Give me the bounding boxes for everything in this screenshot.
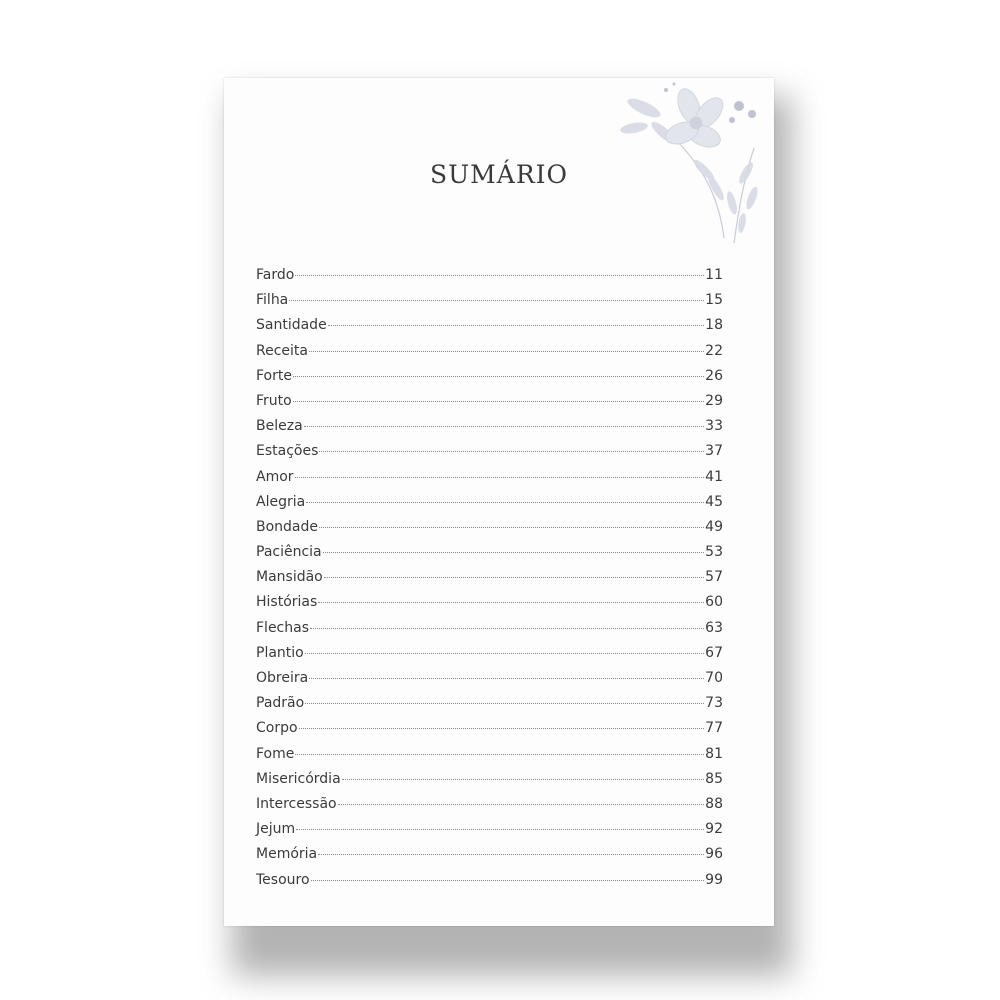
dot-leader	[323, 552, 705, 553]
toc-entry-page-number: 92	[705, 821, 723, 838]
toc-entry-page-number: 60	[705, 594, 723, 611]
toc-entry-label: Beleza	[256, 418, 303, 435]
dot-leader	[305, 703, 704, 704]
toc-entry-label: Estações	[256, 443, 319, 460]
toc-entry-label: Fome	[256, 745, 295, 762]
dot-leader	[293, 376, 704, 377]
toc-entry-label: Tesouro	[256, 871, 310, 888]
toc-entry-page-number: 70	[705, 670, 723, 686]
dot-leader	[309, 351, 704, 352]
toc-entry-label: Jejum	[256, 821, 296, 838]
toc-entry	[256, 594, 723, 619]
toc-entry	[256, 393, 723, 418]
toc-entry-label: Mansidão	[256, 569, 323, 586]
dot-leader	[299, 728, 705, 729]
toc-entry	[256, 343, 723, 368]
toc-entry	[256, 519, 723, 544]
dot-leader	[310, 628, 704, 629]
toc-entry-label: Fardo	[256, 267, 295, 283]
toc-entry-label: Fruto	[256, 392, 292, 409]
toc-entry-page-number: 26	[705, 367, 723, 384]
toc-entry-label: Corpo	[256, 720, 298, 737]
toc-entry	[256, 292, 723, 317]
book-page	[224, 78, 774, 926]
toc-entry	[256, 720, 723, 745]
toc-entry-page-number: 96	[705, 846, 723, 863]
toc-entry-label: Misericórdia	[256, 770, 341, 787]
toc-entry	[256, 267, 723, 292]
toc-entry-page-number: 81	[705, 745, 723, 762]
dot-leader	[338, 804, 705, 805]
toc-entry-page-number: 37	[705, 443, 723, 460]
toc-entry	[256, 796, 723, 821]
table-of-contents	[256, 267, 723, 897]
toc-entry-label: Plantio	[256, 644, 304, 661]
toc-entry-label: Santidade	[256, 317, 327, 334]
toc-entry	[256, 645, 723, 670]
dot-leader	[295, 477, 705, 478]
toc-entry-label: Amor	[256, 468, 294, 485]
toc-entry-page-number: 29	[705, 392, 723, 409]
dot-leader	[295, 275, 704, 276]
dot-leader	[309, 678, 704, 679]
dot-leader	[318, 602, 704, 603]
dot-leader	[324, 577, 704, 578]
toc-entry	[256, 368, 723, 393]
toc-entry-label: Bondade	[256, 518, 319, 535]
dot-leader	[311, 880, 705, 881]
toc-entry-page-number: 77	[705, 720, 723, 737]
toc-entry-page-number: 63	[705, 619, 723, 636]
toc-entry-page-number: 99	[705, 871, 723, 888]
toc-entry-label: Intercessão	[256, 795, 337, 812]
dot-leader	[289, 300, 704, 301]
dot-leader	[318, 854, 704, 855]
toc-entry-page-number: 15	[705, 292, 723, 309]
dot-leader	[295, 754, 704, 755]
dot-leader	[305, 653, 704, 654]
toc-entry-label: Flechas	[256, 619, 309, 636]
toc-entry	[256, 695, 723, 720]
toc-entry	[256, 746, 723, 771]
toc-entry-label: Receita	[256, 342, 308, 359]
toc-entry-label: Padrão	[256, 695, 305, 712]
toc-entry	[256, 872, 723, 897]
toc-entry	[256, 544, 723, 569]
toc-entry	[256, 771, 723, 796]
dot-leader	[306, 502, 704, 503]
toc-entry-label: Histórias	[256, 594, 318, 611]
dot-leader	[328, 325, 704, 326]
toc-entry-page-number: 45	[705, 493, 723, 510]
page-title: SUMÁRIO	[429, 160, 569, 189]
toc-entry-page-number: 49	[705, 518, 723, 535]
toc-entry	[256, 569, 723, 594]
toc-entry-label: Filha	[256, 292, 289, 309]
toc-entry-label: Alegria	[256, 493, 306, 510]
toc-entry	[256, 846, 723, 871]
toc-entry-page-number: 22	[705, 342, 723, 359]
toc-entry	[256, 317, 723, 342]
toc-entry-label: Forte	[256, 367, 292, 384]
toc-entry	[256, 418, 723, 443]
toc-entry-page-number: 57	[705, 569, 723, 586]
toc-entry-page-number: 53	[705, 544, 723, 561]
toc-entry	[256, 821, 723, 846]
toc-entry-label: Paciência	[256, 544, 322, 561]
toc-entry	[256, 494, 723, 519]
dot-leader	[293, 401, 704, 402]
dot-leader	[296, 829, 704, 830]
toc-entry-page-number: 11	[705, 267, 723, 283]
toc-entry-label: Memória	[256, 846, 318, 863]
dot-leader	[319, 451, 704, 452]
toc-entry	[256, 469, 723, 494]
toc-entry-page-number: 41	[705, 468, 723, 485]
toc-entry-page-number: 18	[705, 317, 723, 334]
toc-entry-page-number: 73	[705, 695, 723, 712]
dot-leader	[304, 426, 705, 427]
toc-entry-page-number: 88	[705, 795, 723, 812]
toc-entry-page-number: 85	[705, 770, 723, 787]
toc-entry-page-number: 67	[705, 644, 723, 661]
dot-leader	[342, 779, 705, 780]
toc-entry	[256, 443, 723, 468]
dot-leader	[319, 527, 704, 528]
toc-entry	[256, 670, 723, 695]
toc-entry-label: Obreira	[256, 670, 309, 686]
toc-entry-page-number: 33	[705, 418, 723, 435]
toc-entry	[256, 620, 723, 645]
